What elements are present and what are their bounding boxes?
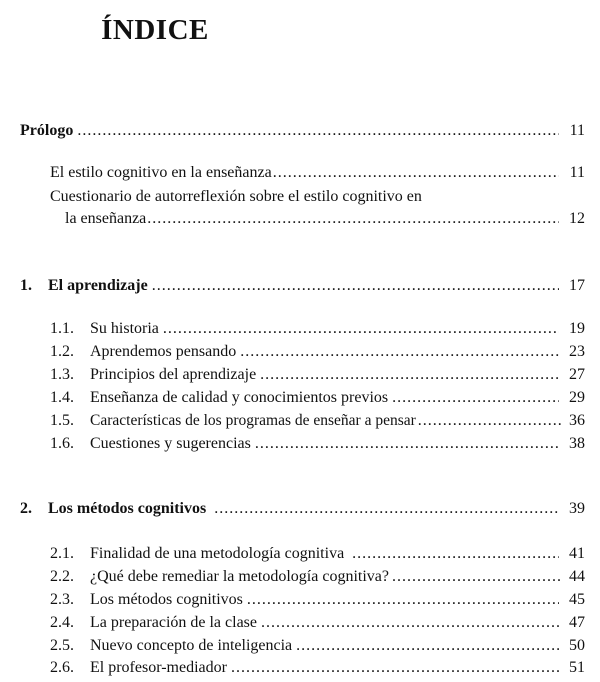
toc-leader-dots — [214, 500, 559, 518]
toc-entry[interactable] — [50, 591, 585, 609]
toc-entry-page: 29 — [569, 389, 585, 406]
toc-entry-page: 44 — [569, 568, 585, 585]
toc-leader-dots — [247, 591, 559, 609]
toc-chapter-2[interactable] — [20, 500, 585, 518]
toc-leader-dots — [152, 277, 559, 295]
toc-entry[interactable] — [50, 659, 585, 677]
toc-entry-label: Prólogo — [20, 122, 74, 139]
toc-entry-label: Principios del aprendizaje — [90, 366, 257, 383]
toc-entry-number: 1.5. — [50, 412, 74, 429]
toc-entry-page: 27 — [569, 366, 585, 383]
toc-entry-number: 2.1. — [50, 545, 74, 562]
toc-chapter-number: 2. — [20, 500, 32, 517]
toc-entry-number: 2.4. — [50, 614, 74, 631]
toc-entry-label: Aprendemos pensando — [90, 343, 237, 360]
toc-entry-page: 11 — [569, 122, 585, 139]
toc-chapter-number: 1. — [20, 277, 32, 294]
toc-entry[interactable] — [50, 389, 585, 407]
toc-leader-dots — [255, 435, 559, 453]
toc-entry-page: 17 — [569, 277, 585, 294]
toc-entry-number: 2.3. — [50, 591, 74, 608]
toc-entry-number: 2.6. — [50, 659, 74, 676]
toc-entry-page: 19 — [569, 320, 585, 337]
toc-leader-dots — [296, 637, 559, 655]
toc-leader-dots — [260, 366, 559, 384]
toc-entry-number: 2.5. — [50, 637, 74, 654]
toc-entry-page: 41 — [569, 545, 585, 562]
toc-entry-label: El profesor-mediador — [90, 659, 227, 676]
toc-leader-dots — [392, 568, 560, 586]
toc-leader-dots — [392, 389, 559, 407]
toc-entry-page: 39 — [569, 500, 585, 517]
toc-entry-label: Enseñanza de calidad y conocimientos previos — [90, 389, 389, 406]
toc-leader-dots — [261, 614, 559, 632]
toc-leader-dots — [240, 343, 559, 361]
toc-entry[interactable] — [50, 343, 585, 361]
toc-entry-page: 51 — [569, 659, 585, 676]
toc-entry[interactable] — [50, 366, 585, 384]
toc-entry-label: Los métodos cognitivos — [90, 591, 243, 608]
toc-entry-page: 50 — [569, 637, 585, 654]
toc-entry[interactable] — [50, 412, 585, 430]
toc-entry[interactable] — [65, 210, 585, 228]
toc-entry-label: El estilo cognitivo en la enseñanza — [50, 164, 272, 181]
toc-entry[interactable] — [50, 568, 585, 586]
toc-entry[interactable] — [50, 164, 585, 182]
toc-entry-number: 1.4. — [50, 389, 74, 406]
toc-leader-dots — [231, 659, 559, 677]
toc-entry-number: 1.3. — [50, 366, 74, 383]
toc-entry-number: 1.1. — [50, 320, 74, 337]
toc-entry[interactable] — [50, 320, 585, 338]
page-title: ÍNDICE — [101, 14, 209, 46]
toc-entry-label: Nuevo concepto de inteligencia — [90, 637, 293, 654]
toc-entry-page: 47 — [569, 614, 585, 631]
toc-entry[interactable] — [50, 545, 585, 563]
toc-entry-label-line1[interactable]: Cuestionario de autorreflexión sobre el estilo cognitivo en — [50, 188, 422, 205]
toc-leader-dots — [418, 412, 561, 430]
toc-entry-label: La preparación de la clase — [90, 614, 258, 631]
toc-entry-page: 11 — [569, 164, 585, 181]
toc-entry-prologo[interactable] — [20, 122, 585, 140]
toc-entry-label: Finalidad de una metodología cognitiva — [90, 545, 345, 562]
toc-entry[interactable] — [50, 435, 585, 453]
toc-entry-label: Su historia — [90, 320, 159, 337]
toc-entry-page: 45 — [569, 591, 585, 608]
toc-entry[interactable] — [50, 614, 585, 632]
toc-entry-page: 23 — [569, 343, 585, 360]
toc-entry-number: 2.2. — [50, 568, 74, 585]
toc-entry-page: 12 — [569, 210, 585, 227]
toc-entry-label: Cuestiones y sugerencias — [90, 435, 251, 452]
toc-entry-label: El aprendizaje — [48, 277, 148, 294]
toc-leader-dots — [163, 320, 559, 338]
toc-leader-dots — [147, 210, 559, 228]
toc-chapter-1[interactable] — [20, 277, 585, 295]
toc-entry-page: 36 — [569, 412, 585, 429]
toc-leader-dots — [352, 545, 559, 563]
toc-entry-label: Características de los programas de enseñar a pensar — [90, 412, 416, 429]
toc-entry-label: la enseñanza — [65, 210, 147, 227]
toc-entry-label: ¿Qué debe remediar la metodología cognitiva? — [90, 568, 389, 585]
toc-entry-number: 1.2. — [50, 343, 74, 360]
toc-leader-dots — [77, 122, 559, 140]
toc-entry[interactable] — [50, 637, 585, 655]
toc-entry-page: 38 — [569, 435, 585, 452]
toc-entry-number: 1.6. — [50, 435, 74, 452]
toc-leader-dots — [273, 164, 559, 182]
toc-entry-label: Los métodos cognitivos — [48, 500, 207, 517]
